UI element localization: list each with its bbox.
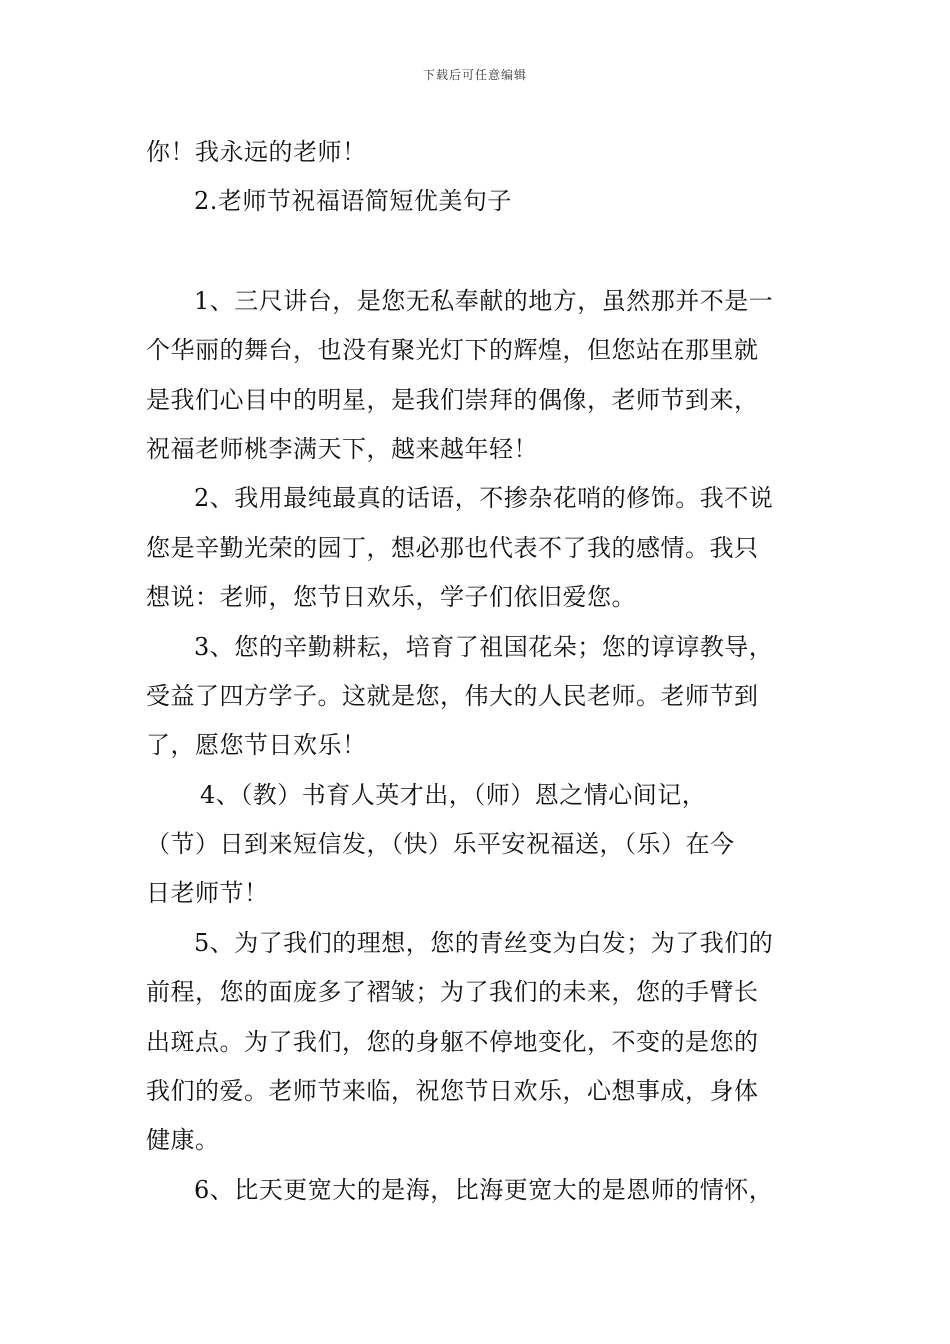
paragraph-line: 受益了四方学子。这就是您，伟大的人民老师。老师节到 [146,681,759,710]
blank-line [146,227,810,277]
paragraph-line: 了，愿您节日欢乐！ [146,731,367,760]
paragraph-line: 2、我用最纯最真的话语，不掺杂花哨的修饰。我不说 [194,484,774,513]
paragraph-line: 健康。 [146,1126,220,1155]
paragraph-line: 日老师节！ [146,879,269,908]
paragraph-line: 前程，您的面庞多了褶皱；为了我们的未来，您的手臂长 [146,978,759,1007]
paragraph-6 [146,1166,810,1215]
section-heading: 2.老师节祝福语简短优美句子 [194,187,512,216]
paragraph-line: 是我们心目中的明星，是我们崇拜的偶像，老师节到来， [146,385,759,414]
document-body [146,128,810,1215]
paragraph-line: 3、您的辛勤耕耘，培育了祖国花朵；您的谆谆教导， [194,632,774,661]
paragraph-line: （节）日到来短信发，（快）乐平安祝福送，（乐）在今 [146,830,735,859]
paragraph-line: 5、为了我们的理想，您的青丝变为白发；为了我们的 [194,928,774,957]
paragraph-line: 1、三尺讲台，是您无私奉献的地方，虽然那并不是一 [194,286,774,315]
paragraph-line: 祝福老师桃李满天下，越来越年轻！ [146,434,538,463]
paragraph-4 [146,771,810,919]
paragraph-line: 您是辛勤光荣的园丁，想必那也代表不了我的感情。我只 [146,533,759,562]
paragraph-line: 个华丽的舞台，也没有聚光灯下的辉煌，但您站在那里就 [146,336,759,365]
paragraph-line: 我们的爱。老师节来临，祝您节日欢乐，心想事成，身体 [146,1077,759,1106]
paragraph-line: 想说：老师，您节日欢乐，学子们依旧爱您。 [146,583,636,612]
intro-line: 你！我永远的老师！ [146,138,367,166]
paragraph-line: 6、比天更宽大的是海，比海更宽大的是恩师的情怀， [194,1175,774,1204]
paragraph-5 [146,919,810,1166]
page-header: 下载后可任意编辑 [422,68,527,82]
paragraph-line: 4、（教）书育人英才出，（师）恩之情心间记， [200,780,707,809]
paragraph-line: 出斑点。为了我们，您的身躯不停地变化，不变的是您的 [146,1027,759,1056]
paragraph-1 [146,277,810,475]
paragraph-3 [146,623,810,771]
paragraph-2 [146,474,810,622]
